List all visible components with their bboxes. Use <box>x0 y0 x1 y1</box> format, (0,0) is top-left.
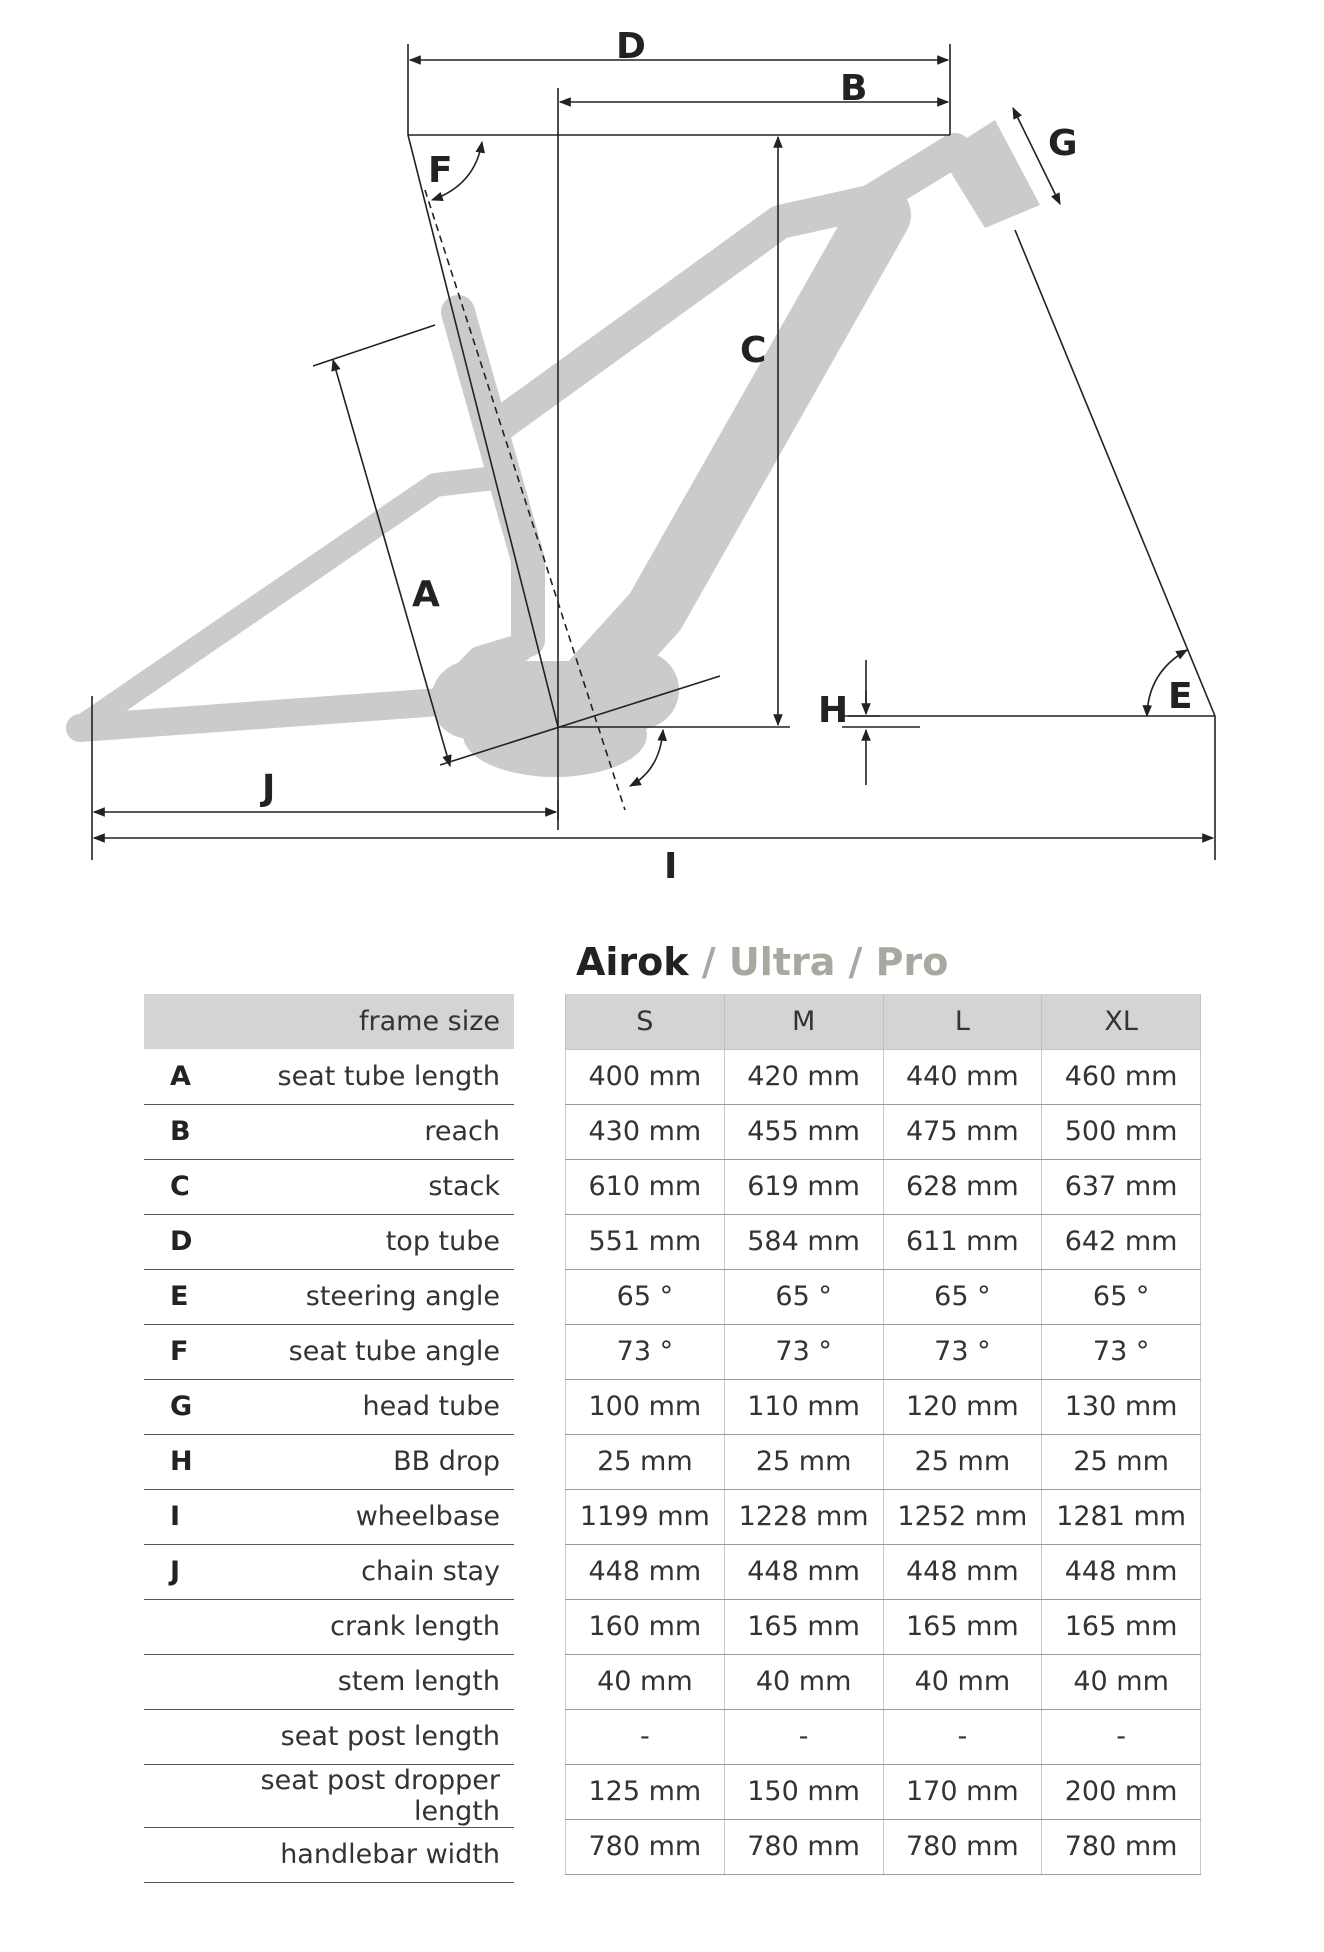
value-cell: 1199 mm <box>566 1489 725 1544</box>
table-row <box>566 1544 1201 1599</box>
dimension-letter: H <box>144 1434 214 1489</box>
table-row <box>144 1159 514 1214</box>
dimension-name: stack <box>214 1159 514 1214</box>
dimension-name: reach <box>214 1104 514 1159</box>
value-cell: 1252 mm <box>883 1489 1042 1544</box>
value-cell: 448 mm <box>883 1544 1042 1599</box>
model-title-main: Airok <box>576 940 689 984</box>
label-I: I <box>664 846 678 887</box>
value-cell: - <box>724 1709 883 1764</box>
value-cell: 65 ° <box>724 1269 883 1324</box>
value-cell: 200 mm <box>1042 1764 1201 1819</box>
table-row <box>144 1709 514 1764</box>
value-cell: 110 mm <box>724 1379 883 1434</box>
dimension-name: seat post length <box>214 1709 514 1764</box>
table-row <box>566 1654 1201 1709</box>
dimension-letter <box>144 1709 214 1764</box>
value-cell: 170 mm <box>883 1764 1042 1819</box>
value-cell: 1228 mm <box>724 1489 883 1544</box>
value-cell: 500 mm <box>1042 1104 1201 1159</box>
value-cell: 780 mm <box>724 1819 883 1874</box>
dimension-name: seat tube length <box>214 1049 514 1104</box>
dimension-name: seat post dropper length <box>214 1764 514 1827</box>
value-cell: 475 mm <box>883 1104 1042 1159</box>
value-cell: 780 mm <box>883 1819 1042 1874</box>
model-title-variants: / Ultra / Pro <box>688 940 949 984</box>
value-cell: 125 mm <box>566 1764 725 1819</box>
label-F: F <box>428 150 453 191</box>
table-row <box>566 1269 1201 1324</box>
value-cell: 73 ° <box>724 1324 883 1379</box>
value-cell: 100 mm <box>566 1379 725 1434</box>
table-row <box>566 1214 1201 1269</box>
label-B: B <box>840 68 868 109</box>
table-row <box>144 1214 514 1269</box>
value-cell: 73 ° <box>883 1324 1042 1379</box>
dimension-letter <box>144 1599 214 1654</box>
dimension-letter: E <box>144 1269 214 1324</box>
table-row <box>144 1489 514 1544</box>
value-cell: 40 mm <box>1042 1654 1201 1709</box>
dimension-letter <box>144 1764 214 1827</box>
bottom-bracket-shape <box>463 693 647 777</box>
value-cell: 65 ° <box>566 1269 725 1324</box>
dimension-letter: G <box>144 1379 214 1434</box>
table-row <box>566 1324 1201 1379</box>
value-cell: 1281 mm <box>1042 1489 1201 1544</box>
value-cell: 165 mm <box>883 1599 1042 1654</box>
dimension-letter: B <box>144 1104 214 1159</box>
table-row <box>144 1379 514 1434</box>
value-cell: 65 ° <box>1042 1269 1201 1324</box>
value-cell: 637 mm <box>1042 1159 1201 1214</box>
frame-size-header: frame size <box>144 994 514 1049</box>
table-row <box>144 1049 514 1104</box>
value-cell: 430 mm <box>566 1104 725 1159</box>
bike-frame-silhouette <box>80 150 955 728</box>
table-row <box>566 1599 1201 1654</box>
table-row <box>566 1104 1201 1159</box>
table-row <box>144 1599 514 1654</box>
value-cell: 400 mm <box>566 1049 725 1104</box>
value-cell: 25 mm <box>883 1434 1042 1489</box>
value-cell: - <box>566 1709 725 1764</box>
value-cell: 584 mm <box>724 1214 883 1269</box>
table-row <box>144 1654 514 1709</box>
value-cell: 25 mm <box>1042 1434 1201 1489</box>
value-cell: 150 mm <box>724 1764 883 1819</box>
value-cell: 73 ° <box>566 1324 725 1379</box>
dimension-name: steering angle <box>214 1269 514 1324</box>
value-cell: 120 mm <box>883 1379 1042 1434</box>
value-cell: 628 mm <box>883 1159 1042 1214</box>
geometry-lines <box>92 44 1215 860</box>
dimension-name: chain stay <box>214 1544 514 1599</box>
value-cell: 448 mm <box>566 1544 725 1599</box>
table-row <box>566 1159 1201 1214</box>
table-row <box>144 1269 514 1324</box>
table-row <box>566 1489 1201 1544</box>
dimension-name: top tube <box>214 1214 514 1269</box>
frame-geometry-diagram <box>0 0 1324 900</box>
label-A: A <box>412 574 440 615</box>
table-row <box>566 1379 1201 1434</box>
value-cell: 65 ° <box>883 1269 1042 1324</box>
label-G: G <box>1048 123 1078 164</box>
table-row <box>144 1434 514 1489</box>
size-header-2: L <box>883 994 1042 1049</box>
value-cell: 642 mm <box>1042 1214 1201 1269</box>
value-cell: 551 mm <box>566 1214 725 1269</box>
value-cell: 460 mm <box>1042 1049 1201 1104</box>
dimension-name: handlebar width <box>214 1827 514 1882</box>
dimension-name: seat tube angle <box>214 1324 514 1379</box>
value-cell: 611 mm <box>883 1214 1042 1269</box>
value-cell: 40 mm <box>566 1654 725 1709</box>
label-D: D <box>616 26 646 67</box>
value-cell: 25 mm <box>724 1434 883 1489</box>
value-cell: 165 mm <box>724 1599 883 1654</box>
dimension-letter: I <box>144 1489 214 1544</box>
size-header-row <box>566 994 1201 1049</box>
value-cell: 448 mm <box>1042 1544 1201 1599</box>
dimension-name: BB drop <box>214 1434 514 1489</box>
value-cell: 165 mm <box>1042 1599 1201 1654</box>
value-cell: 448 mm <box>724 1544 883 1599</box>
value-cell: 40 mm <box>883 1654 1042 1709</box>
value-cell: 160 mm <box>566 1599 725 1654</box>
table-row <box>144 1827 514 1882</box>
dimension-name: wheelbase <box>214 1489 514 1544</box>
value-cell: 420 mm <box>724 1049 883 1104</box>
table-row <box>144 1324 514 1379</box>
table-row <box>566 1764 1201 1819</box>
value-cell: 440 mm <box>883 1049 1042 1104</box>
value-cell: - <box>1042 1709 1201 1764</box>
value-cell: 40 mm <box>724 1654 883 1709</box>
table-row <box>144 1104 514 1159</box>
dimension-letter <box>144 1827 214 1882</box>
dimension-name: stem length <box>214 1654 514 1709</box>
size-header-1: M <box>724 994 883 1049</box>
table-row <box>566 1434 1201 1489</box>
value-cell: 780 mm <box>1042 1819 1201 1874</box>
value-cell: - <box>883 1709 1042 1764</box>
value-cell: 455 mm <box>724 1104 883 1159</box>
value-cell: 780 mm <box>566 1819 725 1874</box>
table-row <box>566 1819 1201 1874</box>
value-cell: 130 mm <box>1042 1379 1201 1434</box>
geometry-labels-table <box>144 994 514 1883</box>
size-header-3: XL <box>1042 994 1201 1049</box>
table-row <box>566 1709 1201 1764</box>
label-H: H <box>818 690 849 731</box>
value-cell: 610 mm <box>566 1159 725 1214</box>
table-row <box>144 1764 514 1827</box>
value-cell: 619 mm <box>724 1159 883 1214</box>
dimension-name: head tube <box>214 1379 514 1434</box>
label-E: E <box>1168 676 1193 717</box>
geometry-values-table <box>565 994 1201 1875</box>
dimension-letter: D <box>144 1214 214 1269</box>
table-row <box>144 1544 514 1599</box>
label-C: C <box>740 330 767 371</box>
dimension-letter: A <box>144 1049 214 1104</box>
dimension-letter: F <box>144 1324 214 1379</box>
dimension-name: crank length <box>214 1599 514 1654</box>
model-title <box>576 940 948 984</box>
value-cell: 73 ° <box>1042 1324 1201 1379</box>
size-header-0: S <box>566 994 725 1049</box>
table-row <box>566 1049 1201 1104</box>
dimension-letter: C <box>144 1159 214 1214</box>
label-J: J <box>262 768 276 809</box>
value-cell: 25 mm <box>566 1434 725 1489</box>
dimension-letter <box>144 1654 214 1709</box>
dimension-letter: J <box>144 1544 214 1599</box>
